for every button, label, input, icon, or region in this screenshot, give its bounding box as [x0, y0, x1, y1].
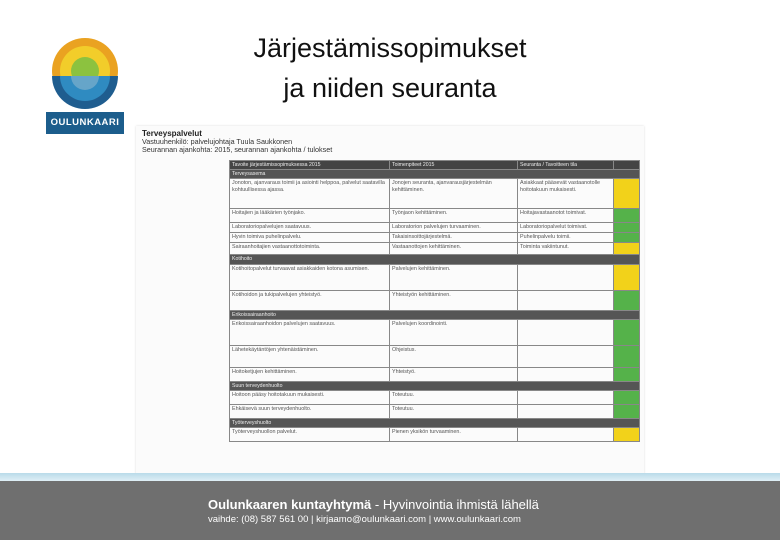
table-cell: Vastaanottojen kehittäminen. — [390, 243, 518, 255]
oulunkaari-logo — [46, 32, 124, 136]
table-cell: Ohjeistus. — [390, 345, 518, 367]
section-label: Työterveyshuolto — [230, 419, 640, 428]
table-cell: Kotihoidon ja tukipalvelujen yhteistyö. — [230, 290, 390, 310]
section-row — [230, 170, 640, 179]
section-label: Suun terveydenhuolto — [230, 381, 640, 390]
status-indicator — [614, 233, 640, 243]
status-indicator — [614, 243, 640, 255]
table-cell: Hoitoketjujen kehittäminen. — [230, 367, 390, 381]
table-cell: Jonojen seuranta, ajanvarausjärjestelmän kehittäminen. — [390, 179, 518, 209]
table-row — [230, 428, 640, 442]
table-row — [230, 243, 640, 255]
section-row — [230, 310, 640, 319]
table-cell: Sairaanhoitajien vastaanottotoiminta. — [230, 243, 390, 255]
footer-accent-stripe — [0, 473, 780, 481]
footer-slogan: - Hyvinvointia ihmistä lähellä — [371, 497, 539, 512]
table-cell — [518, 367, 614, 381]
table-row — [230, 345, 640, 367]
scanned-document — [136, 126, 644, 480]
status-indicator — [614, 367, 640, 381]
table-row — [230, 233, 640, 243]
agreement-follow-up-table — [229, 160, 640, 442]
status-indicator — [614, 264, 640, 290]
table-cell: Laboratoriopalvelujen saatavuus. — [230, 223, 390, 233]
table-row — [230, 319, 640, 345]
status-indicator — [614, 223, 640, 233]
status-indicator — [614, 179, 640, 209]
table-cell — [518, 428, 614, 442]
section-label: Erikoissairaanhoito — [230, 310, 640, 319]
slide-title — [200, 28, 580, 108]
table-cell: Jonoton, ajanvaraus toimii ja asiointi helppoa, palvelut saatavilla kohtuullisessa ajassa. — [230, 179, 390, 209]
status-indicator — [614, 345, 640, 367]
title-line-2: ja niiden seuranta — [283, 73, 497, 103]
table-row — [230, 391, 640, 405]
table-cell — [518, 391, 614, 405]
table-cell: Hoitoon pääsy hoitotakuun mukaisesti. — [230, 391, 390, 405]
document-subheading-2: Seurannan ajankohta: 2015, seurannan ajankohta / tulokset — [142, 145, 333, 154]
status-indicator — [614, 290, 640, 310]
table-cell — [518, 290, 614, 310]
table-cell: Työnjaon kehittäminen. — [390, 209, 518, 223]
section-row — [230, 419, 640, 428]
table-cell: Yhteistyö. — [390, 367, 518, 381]
table-cell: Toteutuu. — [390, 405, 518, 419]
table-cell: Erikoissairaanhoidon palvelujen saatavuus. — [230, 319, 390, 345]
table-cell: Pienen yksikön turvaaminen. — [390, 428, 518, 442]
title-line-1: Järjestämissopimukset — [253, 33, 527, 63]
section-label: Terveysasema — [230, 170, 640, 179]
table-cell: Takaisinsoittojärjestelmä. — [390, 233, 518, 243]
sun-horizon-emblem-icon — [46, 32, 124, 110]
table-cell: Toiminta vakiintunut. — [518, 243, 614, 255]
status-indicator — [614, 209, 640, 223]
table-cell — [518, 345, 614, 367]
table-cell: Palvelujen kehittäminen. — [390, 264, 518, 290]
status-indicator — [614, 391, 640, 405]
table-cell: Yhteistyön kehittäminen. — [390, 290, 518, 310]
table-cell: Hyvin toimiva puhelinpalvelu. — [230, 233, 390, 243]
status-indicator — [614, 319, 640, 345]
table-cell — [518, 319, 614, 345]
table-cell: Ehkäisevä suun terveydenhuolto. — [230, 405, 390, 419]
table-cell: Palvelujen koordinointi. — [390, 319, 518, 345]
table-cell: Laboratoriopalvelut toimivat. — [518, 223, 614, 233]
table-cell: Laboratorion palvelujen turvaaminen. — [390, 223, 518, 233]
document-header — [136, 126, 644, 154]
footer-tagline — [208, 497, 539, 512]
table-row — [230, 405, 640, 419]
status-indicator — [614, 428, 640, 442]
table-cell: Työterveyshuollon palvelut. — [230, 428, 390, 442]
document-subheading-1: Vastuuhenkilö: palvelujohtaja Tuula Saukkonen — [142, 137, 293, 146]
footer-contact: vaihde: (08) 587 561 00 | kirjaamo@oulunkaari.com | www.oulunkaari.com — [208, 514, 521, 525]
table-cell: Toteutuu. — [390, 391, 518, 405]
table-cell: Lähetekäytäntöjen yhtenäistäminen. — [230, 345, 390, 367]
status-indicator — [614, 405, 640, 419]
logo-wordmark: OULUNKAARI — [46, 112, 124, 134]
table-cell: Hoitajien ja lääkärien työnjako. — [230, 209, 390, 223]
column-header: Toimenpiteet 2015 — [390, 161, 518, 170]
table-row — [230, 367, 640, 381]
table-cell — [518, 264, 614, 290]
table-header-row — [230, 161, 640, 170]
table-cell: Asiakkaat pääsevät vastaanotolle hoitotakuun mukaisesti. — [518, 179, 614, 209]
table-row — [230, 290, 640, 310]
column-header: Seuranta / Tavoitteen tila — [518, 161, 614, 170]
section-row — [230, 381, 640, 390]
table-row — [230, 179, 640, 209]
footer-org-name: Oulunkaaren kuntayhtymä — [208, 497, 372, 512]
column-header — [614, 161, 640, 170]
table-row — [230, 264, 640, 290]
table-cell: Puhelinpalvelu toimii. — [518, 233, 614, 243]
table-cell — [518, 405, 614, 419]
section-label: Kotihoito — [230, 255, 640, 264]
column-header: Tavoite järjestämissopimuksessa 2015 — [230, 161, 390, 170]
footer-bar — [0, 481, 780, 540]
table-cell: Kotihoitopalvelut turvaavat asiakkaiden kotona asumisen. — [230, 264, 390, 290]
section-row — [230, 255, 640, 264]
document-heading: Terveyspalvelut — [142, 129, 202, 138]
table-cell: Hoitajavastaanotot toimivat. — [518, 209, 614, 223]
table-row — [230, 223, 640, 233]
table-row — [230, 209, 640, 223]
